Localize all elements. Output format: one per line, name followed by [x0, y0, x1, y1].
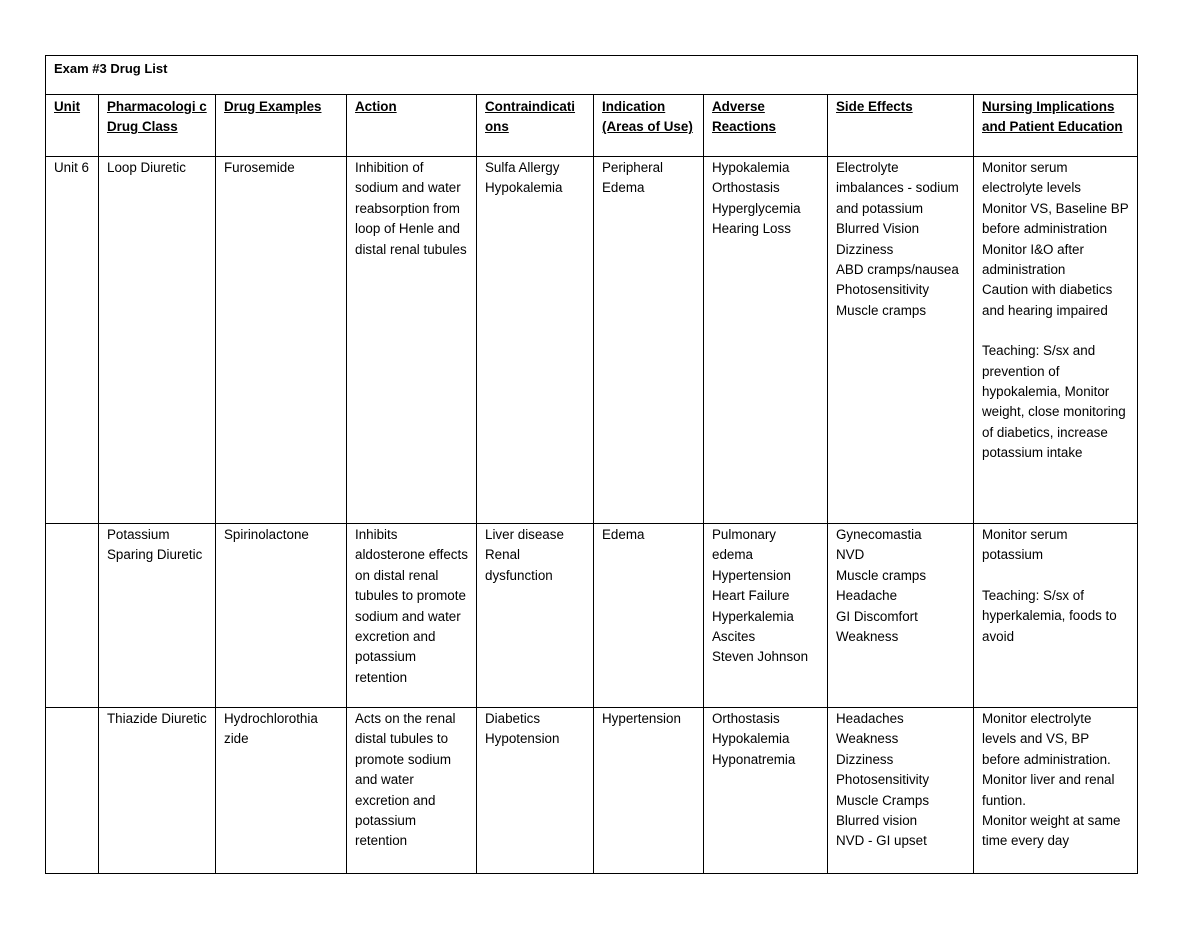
list-item: Muscle cramps: [836, 302, 927, 318]
list-item: Monitor VS, Baseline BP before administration: [982, 200, 1133, 237]
cell-nursing: [974, 524, 1138, 708]
list-item: Hearing Loss: [712, 221, 791, 237]
list-item: Caution with diabetics and hearing impaired: [982, 282, 1116, 318]
table-row: [46, 157, 1138, 524]
cell-contraindications: [477, 524, 594, 708]
cell-side-effects: [828, 157, 974, 524]
spacer: [982, 566, 1129, 586]
cell-nursing: [974, 157, 1138, 524]
cell-side-effects: [828, 708, 974, 874]
cell-action: Acts on the renal distal tubules to promote sodium and water excretion and potassium retention: [347, 708, 477, 874]
cell-unit: Unit 6: [46, 157, 99, 524]
cell-unit: [46, 524, 99, 708]
list-item: Weakness: [836, 731, 899, 747]
list-item: Photosensitivity: [836, 282, 930, 298]
list-item: Ascites: [712, 629, 756, 645]
list-item: Hypokalemia: [712, 731, 790, 747]
header-side-effects: Side Effects: [828, 95, 974, 157]
table-title: Exam #3 Drug List: [46, 56, 1138, 95]
list-item: Hyperglycemia: [712, 200, 801, 216]
cell-indication: Edema: [594, 524, 704, 708]
cell-drug-examples: Furosemide: [216, 157, 347, 524]
header-contraindications: Contraindicati ons: [477, 95, 594, 157]
list-item: NVD - GI upset: [836, 833, 927, 849]
list-item: Dizziness: [836, 241, 894, 257]
cell-nursing: [974, 708, 1138, 874]
list-item: Gynecomastia: [836, 527, 922, 542]
list-item: Blurred Vision: [836, 221, 920, 237]
list-item: Steven Johnson: [712, 649, 809, 665]
list-item: Sulfa Allergy: [485, 160, 560, 175]
header-nursing: Nursing Implications and Patient Education: [974, 95, 1138, 157]
cell-adverse-reactions: [704, 157, 828, 524]
cell-action: Inhibition of sodium and water reabsorption from loop of Henle and distal renal tubules: [347, 157, 477, 524]
list-item: Blurred vision: [836, 813, 918, 829]
list-item: GI Discomfort: [836, 608, 918, 624]
cell-adverse-reactions: [704, 708, 828, 874]
list-item: Dizziness: [836, 751, 894, 767]
list-item: ABD cramps/nausea: [836, 262, 959, 278]
list-item: Electrolyte imbalances - sodium and potassium: [836, 160, 963, 216]
cell-adverse-reactions: [704, 524, 828, 708]
cell-action: Inhibits aldosterone effects on distal renal tubules to promote sodium and water excretion and potassium retention: [347, 524, 477, 708]
cell-drug-examples: Spirinolactone: [216, 524, 347, 708]
header-drug-class: Pharmacologi c Drug Class: [99, 95, 216, 157]
cell-drug-class: Thiazide Diuretic: [99, 708, 216, 874]
list-item: Weakness: [836, 629, 899, 645]
list-item: Monitor weight at same time every day: [982, 813, 1125, 849]
cell-unit: [46, 708, 99, 874]
header-indication: Indication (Areas of Use): [594, 95, 704, 157]
list-item: Pulmonary edema: [712, 527, 780, 563]
list-item: Orthostasis: [712, 711, 780, 726]
list-item: Hypokalemia: [485, 180, 563, 196]
list-item: Hypokalemia: [712, 160, 790, 175]
drug-table: [45, 55, 1138, 874]
spacer: [982, 321, 1129, 341]
list-item: Hypotension: [485, 731, 560, 747]
list-item: Monitor liver and renal funtion.: [982, 772, 1119, 808]
cell-drug-class: Loop Diuretic: [99, 157, 216, 524]
list-item: Monitor serum potassium: [982, 527, 1072, 563]
list-item: Headaches: [836, 711, 904, 726]
list-item: Muscle Cramps: [836, 792, 930, 808]
list-item: Teaching: S/sx and prevention of hypokalemia, Monitor weight, close monitoring of diabetics, increase potassium intake: [982, 343, 1130, 461]
list-item: Monitor I&O after administration: [982, 241, 1088, 278]
list-item: Hypertension: [712, 567, 791, 583]
list-item: Photosensitivity: [836, 772, 930, 788]
header-adverse-reactions: Adverse Reactions: [704, 95, 828, 157]
list-item: Teaching: S/sx of hyperkalemia, foods to avoid: [982, 587, 1121, 644]
header-unit: Unit: [46, 95, 99, 157]
list-item: Monitor serum electrolyte levels: [982, 160, 1081, 196]
cell-indication: Peripheral Edema: [594, 157, 704, 524]
list-item: Renal dysfunction: [485, 547, 553, 583]
list-item: Hyperkalemia: [712, 608, 794, 624]
list-item: Orthostasis: [712, 180, 780, 196]
header-drug-examples: Drug Examples: [216, 95, 347, 157]
list-item: Diabetics: [485, 711, 541, 726]
list-item: Muscle cramps: [836, 567, 927, 583]
cell-side-effects: [828, 524, 974, 708]
header-action: Action: [347, 95, 477, 157]
table-row: [46, 708, 1138, 874]
list-item: Heart Failure: [712, 588, 790, 604]
table-row: [46, 524, 1138, 708]
list-item: NVD: [836, 547, 865, 563]
drug-list-document: [45, 55, 1137, 874]
header-row: [46, 95, 1138, 157]
list-item: Hyponatremia: [712, 751, 796, 767]
list-item: Liver disease: [485, 527, 564, 542]
cell-indication: Hypertension: [594, 708, 704, 874]
cell-drug-class: Potassium Sparing Diuretic: [99, 524, 216, 708]
list-item: Monitor electrolyte levels and VS, BP before administration.: [982, 711, 1111, 767]
cell-contraindications: [477, 708, 594, 874]
cell-drug-examples: Hydrochlorothia zide: [216, 708, 347, 874]
cell-contraindications: [477, 157, 594, 524]
list-item: Headache: [836, 588, 898, 604]
